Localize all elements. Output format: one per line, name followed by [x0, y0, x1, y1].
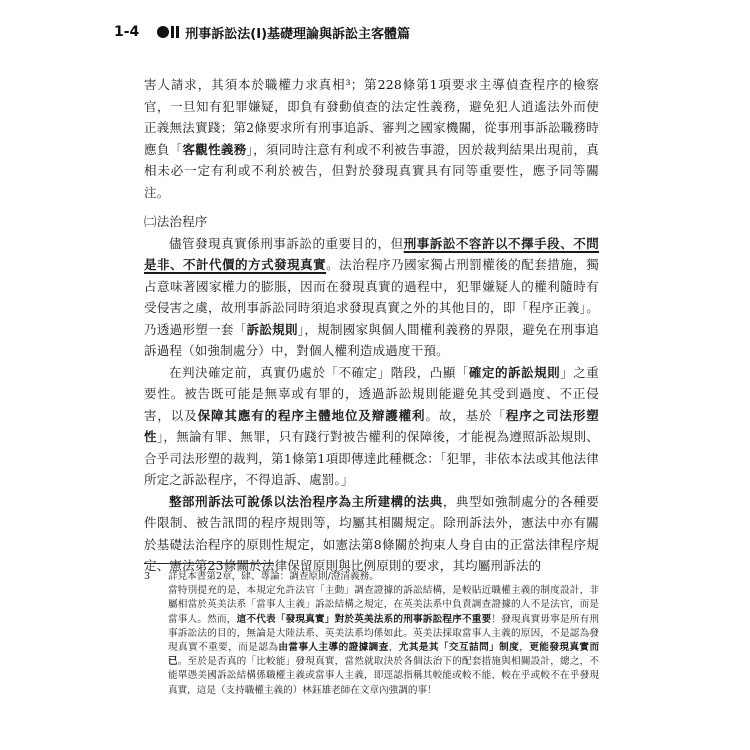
key-point-underlined: 刑事訴訟不容許以不擇手段、不問是非、不計代價的方式發現真實	[144, 235, 599, 272]
footnote-3: 3 詳見本書第2章，肆、專論：調查原則/澄清義務。 當特別提充的是，本規定允許法官「主動」調查證據的訴訟結構，是較貼近職權主義的制度設計，非屬相當於英美法系「當事人主義」訴訟結構之規定，在英美法系中負責調查證據的人不是法官，而是當事人。然而，這不代表「發現真實」對於英美法系的刑事訴訟程序不重要！發現真實毋寧是所有刑事訴訟法的目的，無論是大陸法系、英美法系均係如此。英美法採取當事人主義的原因，不是認為發現真實不重要，而是認為由當事人主導的證據調查，尤其是其「交互詰問」制度，更能發現真實而已。至於是否真的「比較能」發現真實，當然就取決於各個法治下的配套措施與相關設計，總之，不能單憑美國訴訟結構係職權主義或當事人主義，即逕認指稱其較能或較不能、較在乎或較不在乎發現真實，這是（支持職權主義的）林鈺雄老師在文章內強調的事！	[144, 570, 599, 698]
page-header	[114, 20, 710, 44]
section-heading: ㈡法治程序	[144, 214, 208, 229]
paragraph-4: 整部刑訴法可說係以法治程序為主所建構的法典，典型如強制處分的各種要件限制、被告訊問的程序規則等，均屬其相關規定。除刑訴法外，憲法中亦有關於基礎法治程序的原則性規定，如憲法第8條關於拘束人身自由的正當法律程序規定、憲法第23條關於法律保留原則與比例原則的要求，其均屬刑訴法的	[144, 493, 600, 573]
paragraph-3: 在判決確定前，真實仍處於「不確定」階段，凸顯「確定的訴訟規則」之重要性。被告既可能是無辜或有罪的，透過訴訟規則能避免其受到過度、不正侵害，以及保障其應有的程序主體地位及辯護權利。故，基於「程序之司法形塑性」，無論有罪、無罪，只有踐行對被告權利的保障後，才能視為遵照訴訟規則、合乎司法形塑的裁判，第1條第1項即傳達此種概念：「犯罪，非依本法或其他法律所定之訴訟程序，不得追訴、處罰。」	[144, 364, 599, 487]
footnote-divider	[144, 563, 274, 564]
main-text	[144, 74, 599, 577]
chapter-marker-icon	[157, 26, 179, 38]
page-number: 1-4	[114, 24, 140, 40]
running-title: 刑事訴訟法(Ⅰ)基礎理論與訴訟主客體篇	[185, 26, 411, 42]
paragraph-2: 儘管發現真實係刑事訴訟的重要目的，但刑事訴訟不容許以不擇手段、不問是非、不計代價的方式發現真實。法治程序乃國家獨占刑罰權後的配套措施，獨占意味著國家權力的膨脹，因而在發現真實的過程中，犯罪嫌疑人的權利隨時有受侵害之虞，故刑事訴訟同時須追求發現真實之外的其他目的，即「程序正義」。乃透過形塑一套「訴訟規則」，規制國家與個人間權利義務的界限，避免在刑事追訴過程（如強制處分）中，對個人權利造成過度干預。	[144, 235, 599, 358]
footnote-area	[144, 563, 599, 698]
paragraph-1: 害人請求，其須本於職權力求真相³；第228條第1項要求主導偵查程序的檢察官，一旦知有犯罪嫌疑，即負有發動偵查的法定性義務，避免犯人逍遙法外而使正義無法實踐；第2條要求所有刑事追訴、審判之國家機關，從事刑事訴訟職務時應負「客觀性義務」，須同時注意有利或不利被告事證，因於裁判結果出現前，真相未必一定有利或不利於被告，但對於發現真實具有同等重要性，應予同等關注。	[144, 77, 599, 200]
footnote-body: 當特別提充的是，本規定允許法官「主動」調查證據的訴訟結構，是較貼近職權主義的制度設計，非屬相當於英美法系「當事人主義」訴訟結構之規定，在英美法系中負責調查證據的人不是法官，而是當事人。然而，這不代表「發現真實」對於英美法系的刑事訴訟程序不重要！發現真實毋寧是所有刑事訴訟法的目的，無論是大陸法系、英美法系均係如此。英美法採取當事人主義的原因，不是認為發現真實不重要，而是認為由當事人主導的證據調查，尤其是其「交互詰問」制度，更能發現真實而已。至於是否真的「比較能」發現真實，當然就取決於各個法治下的配套措施與相關設計，總之，不能單憑美國訴訟結構係職權主義或當事人主義，即逕認指稱其較能或較不能、較在乎或較不在乎發現真實，這是（支持職權主義的）林鈺雄老師在文章內強調的事！	[168, 585, 600, 696]
footnote-number: 3	[144, 571, 151, 582]
